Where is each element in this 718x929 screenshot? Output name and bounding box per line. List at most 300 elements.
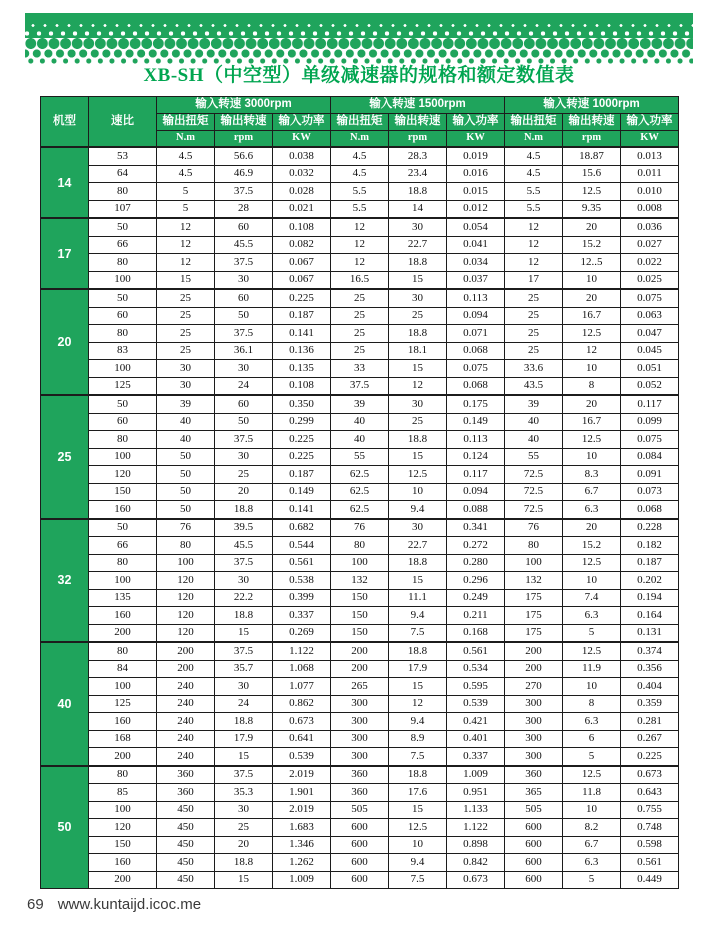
value-cell: 0.036 [621, 218, 679, 236]
table-row [41, 730, 679, 748]
value-cell: 240 [157, 713, 215, 731]
value-cell: 0.084 [621, 448, 679, 466]
value-cell: 300 [331, 695, 389, 713]
value-cell: 17.9 [215, 730, 273, 748]
value-cell: 0.951 [447, 784, 505, 802]
value-cell: 12 [331, 254, 389, 272]
value-cell: 0.019 [447, 147, 505, 165]
ratio-cell: 100 [89, 572, 157, 590]
page-number: 69 [27, 896, 44, 913]
table-row [41, 695, 679, 713]
spec-table-header [41, 97, 679, 148]
value-cell: 0.359 [621, 695, 679, 713]
value-cell: 7.5 [389, 624, 447, 642]
value-cell: 0.561 [621, 854, 679, 872]
value-cell: 28 [215, 200, 273, 218]
value-cell: 80 [331, 537, 389, 555]
table-row [41, 413, 679, 431]
table-row [41, 554, 679, 572]
value-cell: 0.401 [447, 730, 505, 748]
value-cell: 12..5 [563, 254, 621, 272]
value-cell: 0.539 [447, 695, 505, 713]
table-row [41, 431, 679, 449]
value-cell: 1.009 [273, 871, 331, 889]
ratio-cell: 100 [89, 271, 157, 289]
value-cell: 100 [505, 554, 563, 572]
value-cell: 12.5 [563, 431, 621, 449]
value-cell: 39 [157, 395, 215, 413]
value-cell: 28.3 [389, 147, 447, 165]
table-row [41, 642, 679, 660]
value-cell: 9.35 [563, 200, 621, 218]
value-cell: 76 [331, 519, 389, 537]
value-cell: 18.8 [389, 254, 447, 272]
unit-kw: KW [621, 131, 679, 148]
value-cell: 200 [331, 642, 389, 660]
ratio-cell: 160 [89, 607, 157, 625]
value-cell: 40 [157, 431, 215, 449]
model-cell: 40 [41, 642, 89, 766]
value-cell: 120 [157, 624, 215, 642]
value-cell: 23.4 [389, 165, 447, 183]
header-output-speed: 输出转速 [389, 114, 447, 131]
value-cell: 60 [215, 289, 273, 307]
value-cell: 5 [563, 748, 621, 766]
value-cell: 10 [389, 483, 447, 501]
value-cell: 0.296 [447, 572, 505, 590]
value-cell: 12 [389, 377, 447, 395]
value-cell: 6.3 [563, 607, 621, 625]
table-row [41, 483, 679, 501]
value-cell: 5 [157, 183, 215, 201]
value-cell: 150 [331, 624, 389, 642]
value-cell: 0.898 [447, 836, 505, 854]
value-cell: 39 [331, 395, 389, 413]
table-row [41, 607, 679, 625]
value-cell: 0.187 [621, 554, 679, 572]
model-cell: 14 [41, 147, 89, 218]
ratio-cell: 100 [89, 448, 157, 466]
value-cell: 12.5 [563, 183, 621, 201]
value-cell: 25 [331, 325, 389, 343]
value-cell: 12 [331, 236, 389, 254]
value-cell: 0.643 [621, 784, 679, 802]
value-cell: 60 [215, 395, 273, 413]
value-cell: 0.075 [621, 289, 679, 307]
value-cell: 0.117 [447, 466, 505, 484]
value-cell: 505 [331, 801, 389, 819]
table-row [41, 289, 679, 307]
ratio-cell: 85 [89, 784, 157, 802]
value-cell: 56.6 [215, 147, 273, 165]
value-cell: 0.028 [273, 183, 331, 201]
header-input-power: 输入功率 [447, 114, 505, 131]
value-cell: 0.374 [621, 642, 679, 660]
value-cell: 0.561 [273, 554, 331, 572]
value-cell: 0.124 [447, 448, 505, 466]
value-cell: 360 [157, 784, 215, 802]
value-cell: 0.012 [447, 200, 505, 218]
value-cell: 8 [563, 695, 621, 713]
value-cell: 0.141 [273, 501, 331, 519]
ratio-cell: 66 [89, 236, 157, 254]
table-row [41, 325, 679, 343]
value-cell: 20 [563, 218, 621, 236]
header-output-speed: 输出转速 [563, 114, 621, 131]
value-cell: 1.068 [273, 660, 331, 678]
value-cell: 25 [215, 466, 273, 484]
value-cell: 0.561 [447, 642, 505, 660]
value-cell: 76 [505, 519, 563, 537]
value-cell: 4.5 [157, 147, 215, 165]
value-cell: 0.202 [621, 572, 679, 590]
value-cell: 0.054 [447, 218, 505, 236]
value-cell: 25 [505, 325, 563, 343]
value-cell: 5.5 [331, 183, 389, 201]
value-cell: 0.267 [621, 730, 679, 748]
value-cell: 0.225 [273, 289, 331, 307]
value-cell: 18.8 [389, 431, 447, 449]
value-cell: 15 [389, 271, 447, 289]
table-row [41, 200, 679, 218]
value-cell: 0.538 [273, 572, 331, 590]
table-row [41, 766, 679, 784]
value-cell: 0.182 [621, 537, 679, 555]
value-cell: 0.228 [621, 519, 679, 537]
value-cell: 9.4 [389, 607, 447, 625]
value-cell: 6.3 [563, 854, 621, 872]
value-cell: 12.5 [563, 325, 621, 343]
value-cell: 20 [563, 395, 621, 413]
header-model: 机型 [41, 97, 89, 148]
value-cell: 0.755 [621, 801, 679, 819]
table-row [41, 660, 679, 678]
value-cell: 450 [157, 801, 215, 819]
ratio-cell: 66 [89, 537, 157, 555]
value-cell: 600 [331, 819, 389, 837]
value-cell: 0.108 [273, 218, 331, 236]
table-row [41, 448, 679, 466]
model-cell: 20 [41, 289, 89, 395]
value-cell: 0.187 [273, 307, 331, 325]
value-cell: 0.421 [447, 713, 505, 731]
value-cell: 0.025 [621, 271, 679, 289]
value-cell: 0.269 [273, 624, 331, 642]
value-cell: 0.071 [447, 325, 505, 343]
ratio-cell: 150 [89, 483, 157, 501]
value-cell: 15 [157, 271, 215, 289]
model-cell: 50 [41, 766, 89, 889]
value-cell: 25 [157, 307, 215, 325]
value-cell: 0.299 [273, 413, 331, 431]
ratio-cell: 107 [89, 200, 157, 218]
value-cell: 0.068 [447, 377, 505, 395]
value-cell: 80 [505, 537, 563, 555]
value-cell: 4.5 [505, 147, 563, 165]
value-cell: 0.067 [273, 254, 331, 272]
value-cell: 300 [505, 695, 563, 713]
band-medium-green-dots [25, 49, 693, 58]
value-cell: 17 [505, 271, 563, 289]
value-cell: 25 [331, 307, 389, 325]
value-cell: 360 [331, 784, 389, 802]
value-cell: 80 [157, 537, 215, 555]
ratio-cell: 83 [89, 342, 157, 360]
value-cell: 5 [563, 871, 621, 889]
value-cell: 0.068 [447, 342, 505, 360]
value-cell: 0.842 [447, 854, 505, 872]
ratio-cell: 200 [89, 871, 157, 889]
table-row [41, 147, 679, 165]
value-cell: 10 [563, 678, 621, 696]
value-cell: 200 [505, 660, 563, 678]
value-cell: 0.187 [273, 466, 331, 484]
value-cell: 0.088 [447, 501, 505, 519]
value-cell: 5.5 [331, 200, 389, 218]
value-cell: 0.108 [273, 377, 331, 395]
value-cell: 37.5 [215, 183, 273, 201]
value-cell: 18.8 [389, 325, 447, 343]
ratio-cell: 200 [89, 748, 157, 766]
unit-nm: N.m [157, 131, 215, 148]
value-cell: 50 [215, 307, 273, 325]
value-cell: 25 [389, 307, 447, 325]
value-cell: 40 [331, 413, 389, 431]
value-cell: 0.032 [273, 165, 331, 183]
ratio-cell: 120 [89, 466, 157, 484]
value-cell: 300 [505, 713, 563, 731]
value-cell: 62.5 [331, 501, 389, 519]
value-cell: 0.539 [273, 748, 331, 766]
value-cell: 0.094 [447, 307, 505, 325]
value-cell: 15 [389, 801, 447, 819]
value-cell: 0.068 [621, 501, 679, 519]
value-cell: 25 [215, 819, 273, 837]
header-output-speed: 输出转速 [215, 114, 273, 131]
value-cell: 0.249 [447, 589, 505, 607]
header-ratio: 速比 [89, 97, 157, 148]
header-input-power: 输入功率 [273, 114, 331, 131]
value-cell: 15 [389, 360, 447, 378]
value-cell: 15 [215, 871, 273, 889]
value-cell: 18.8 [389, 642, 447, 660]
value-cell: 39.5 [215, 519, 273, 537]
value-cell: 7.4 [563, 589, 621, 607]
value-cell: 6.7 [563, 836, 621, 854]
ratio-cell: 80 [89, 554, 157, 572]
value-cell: 30 [215, 572, 273, 590]
header-output-torque: 输出扭矩 [331, 114, 389, 131]
value-cell: 15.2 [563, 236, 621, 254]
table-row [41, 836, 679, 854]
ratio-cell: 84 [89, 660, 157, 678]
value-cell: 10 [389, 836, 447, 854]
value-cell: 22.7 [389, 537, 447, 555]
value-cell: 10 [563, 801, 621, 819]
value-cell: 60 [215, 218, 273, 236]
value-cell: 55 [331, 448, 389, 466]
value-cell: 0.211 [447, 607, 505, 625]
value-cell: 0.117 [621, 395, 679, 413]
value-cell: 36.1 [215, 342, 273, 360]
value-cell: 1.683 [273, 819, 331, 837]
value-cell: 0.862 [273, 695, 331, 713]
table-row [41, 854, 679, 872]
value-cell: 7.5 [389, 748, 447, 766]
value-cell: 18.8 [215, 713, 273, 731]
value-cell: 120 [157, 589, 215, 607]
table-row [41, 307, 679, 325]
value-cell: 240 [157, 695, 215, 713]
table-row [41, 183, 679, 201]
value-cell: 0.063 [621, 307, 679, 325]
table-row [41, 271, 679, 289]
ratio-cell: 80 [89, 766, 157, 784]
value-cell: 39 [505, 395, 563, 413]
value-cell: 0.051 [621, 360, 679, 378]
model-cell: 32 [41, 519, 89, 643]
ratio-cell: 80 [89, 183, 157, 201]
value-cell: 33 [331, 360, 389, 378]
value-cell: 1.133 [447, 801, 505, 819]
unit-kw: KW [273, 131, 331, 148]
value-cell: 0.013 [621, 147, 679, 165]
value-cell: 12.5 [563, 642, 621, 660]
value-cell: 30 [157, 377, 215, 395]
value-cell: 200 [157, 660, 215, 678]
value-cell: 12 [505, 218, 563, 236]
value-cell: 0.194 [621, 589, 679, 607]
value-cell: 0.356 [621, 660, 679, 678]
value-cell: 46.9 [215, 165, 273, 183]
value-cell: 50 [157, 483, 215, 501]
value-cell: 20 [215, 836, 273, 854]
table-row [41, 218, 679, 236]
ratio-cell: 50 [89, 395, 157, 413]
value-cell: 175 [505, 589, 563, 607]
value-cell: 35.3 [215, 784, 273, 802]
unit-nm: N.m [331, 131, 389, 148]
value-cell: 15 [389, 678, 447, 696]
value-cell: 0.280 [447, 554, 505, 572]
value-cell: 0.534 [447, 660, 505, 678]
ratio-cell: 168 [89, 730, 157, 748]
value-cell: 12.5 [563, 554, 621, 572]
value-cell: 0.037 [447, 271, 505, 289]
value-cell: 600 [505, 836, 563, 854]
value-cell: 25 [157, 342, 215, 360]
table-row [41, 871, 679, 889]
ratio-cell: 80 [89, 254, 157, 272]
value-cell: 0.399 [273, 589, 331, 607]
value-cell: 0.082 [273, 236, 331, 254]
value-cell: 6.7 [563, 483, 621, 501]
value-cell: 0.449 [621, 871, 679, 889]
value-cell: 24 [215, 377, 273, 395]
value-cell: 150 [331, 589, 389, 607]
table-row [41, 572, 679, 590]
value-cell: 0.047 [621, 325, 679, 343]
value-cell: 20 [563, 289, 621, 307]
value-cell: 300 [331, 748, 389, 766]
value-cell: 150 [331, 607, 389, 625]
ratio-cell: 150 [89, 836, 157, 854]
value-cell: 300 [505, 748, 563, 766]
value-cell: 0.598 [621, 836, 679, 854]
table-row [41, 236, 679, 254]
value-cell: 37.5 [215, 766, 273, 784]
value-cell: 360 [157, 766, 215, 784]
value-cell: 30 [157, 360, 215, 378]
value-cell: 30 [215, 448, 273, 466]
value-cell: 0.673 [447, 871, 505, 889]
value-cell: 240 [157, 678, 215, 696]
table-row [41, 589, 679, 607]
value-cell: 10 [563, 448, 621, 466]
value-cell: 0.748 [621, 819, 679, 837]
value-cell: 0.135 [273, 360, 331, 378]
value-cell: 0.131 [621, 624, 679, 642]
value-cell: 0.099 [621, 413, 679, 431]
value-cell: 600 [505, 854, 563, 872]
value-cell: 0.337 [447, 748, 505, 766]
ratio-cell: 50 [89, 289, 157, 307]
value-cell: 450 [157, 854, 215, 872]
header-input-power: 输入功率 [621, 114, 679, 131]
table-row [41, 819, 679, 837]
value-cell: 5.5 [505, 183, 563, 201]
value-cell: 18.8 [389, 183, 447, 201]
value-cell: 8.2 [563, 819, 621, 837]
value-cell: 22.7 [389, 236, 447, 254]
value-cell: 9.4 [389, 713, 447, 731]
value-cell: 505 [505, 801, 563, 819]
band-large-green-dots [25, 38, 693, 49]
value-cell: 62.5 [331, 466, 389, 484]
value-cell: 30 [215, 271, 273, 289]
value-cell: 15.2 [563, 537, 621, 555]
value-cell: 15 [389, 448, 447, 466]
ratio-cell: 100 [89, 801, 157, 819]
value-cell: 0.149 [273, 483, 331, 501]
value-cell: 1.122 [273, 642, 331, 660]
value-cell: 0.164 [621, 607, 679, 625]
ratio-cell: 60 [89, 413, 157, 431]
value-cell: 200 [157, 642, 215, 660]
value-cell: 55 [505, 448, 563, 466]
ratio-cell: 50 [89, 218, 157, 236]
value-cell: 12.5 [389, 466, 447, 484]
ratio-cell: 64 [89, 165, 157, 183]
value-cell: 30 [389, 289, 447, 307]
header-output-torque: 输出扭矩 [157, 114, 215, 131]
value-cell: 6 [563, 730, 621, 748]
value-cell: 0.168 [447, 624, 505, 642]
value-cell: 300 [505, 730, 563, 748]
value-cell: 30 [389, 395, 447, 413]
value-cell: 100 [157, 554, 215, 572]
value-cell: 450 [157, 871, 215, 889]
ratio-cell: 100 [89, 360, 157, 378]
value-cell: 200 [505, 642, 563, 660]
value-cell: 17.6 [389, 784, 447, 802]
value-cell: 76 [157, 519, 215, 537]
value-cell: 40 [505, 413, 563, 431]
value-cell: 0.011 [621, 165, 679, 183]
value-cell: 4.5 [331, 147, 389, 165]
value-cell: 0.052 [621, 377, 679, 395]
value-cell: 45.5 [215, 537, 273, 555]
